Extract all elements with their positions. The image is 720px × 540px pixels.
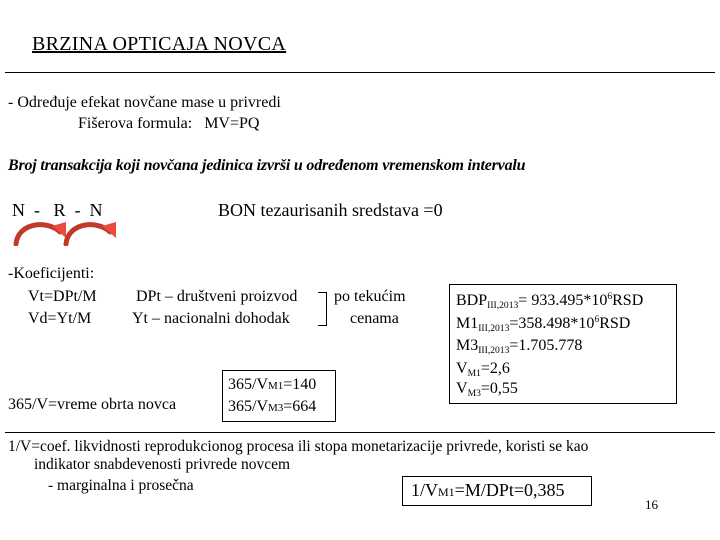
bdp-value: $BDP_{III,2013}= 933.495*10^6RSD$ — [456, 291, 644, 311]
arrow-r-to-n-icon — [66, 225, 110, 244]
statistics-box — [449, 284, 677, 404]
dpt-definition: DPt – društveni proizvod — [136, 288, 298, 305]
fisher-formula: MV=PQ — [204, 115, 260, 132]
divider — [5, 72, 715, 73]
coef-vt: Vt=DPt/M — [28, 288, 97, 305]
vm3-value: $V_{M3}=0,55$ — [456, 380, 518, 399]
divider-bottom — [5, 432, 715, 433]
italic-heading: Broj transakcija koji novčana jedinica izvrši u određenom vremenskom intervalu — [8, 157, 526, 174]
text-line-effect: - Određuje efekat novčane mase u privredi — [8, 94, 281, 111]
vm1-value: $V_{M1}=2,6$ — [456, 360, 510, 379]
bon-text: BON tezaurisanih sredstava =0 — [218, 200, 443, 220]
bottom-line-3: - marginalna i prosečna — [48, 477, 194, 494]
arrow-n-to-r-icon — [16, 225, 60, 244]
coefficients-title: -Koeficijenti: — [8, 265, 95, 282]
cenama-text: cenama — [350, 310, 399, 327]
bracket-right — [318, 292, 327, 326]
turnover-box — [222, 370, 336, 422]
tekucim-text: po tekućim — [334, 288, 406, 305]
m1-value: $M1_{III,2013}=358.498*10^6RSD$ — [456, 314, 631, 334]
circulation-arrows-icon — [8, 216, 128, 246]
fisher-formula-line — [78, 115, 259, 133]
vreme-obrta-text: 365/V=vreme obrta novca — [8, 396, 177, 413]
m3-value: $M3_{III,2013}=1.705.778$ — [456, 337, 583, 356]
bottom-line-1: 1/V=coef. likvidnosti reprodukcionog procesa ili stopa monetarizacije privrede, koristi se kao — [8, 438, 589, 455]
page-title: BRZINA OPTICAJA NOVCA — [32, 33, 287, 55]
final-coef-value: 1/VM1=M/DPt=0,385 — [411, 480, 565, 500]
final-coef-box — [402, 476, 592, 506]
yt-definition: Yt – nacionalni dohodak — [132, 310, 290, 327]
turnover-m3: 365/VM3=664 — [228, 398, 317, 415]
fisher-label: Fišerova formula: — [78, 115, 193, 132]
turnover-m1: 365/VM1=140 — [228, 376, 317, 393]
bottom-line-2: indikator snabdevenosti privrede novcem — [34, 456, 291, 473]
nrn-sequence: N - R - N — [12, 200, 103, 220]
page-number: 16 — [645, 497, 658, 512]
coef-vd: Vd=Yt/M — [28, 310, 92, 327]
